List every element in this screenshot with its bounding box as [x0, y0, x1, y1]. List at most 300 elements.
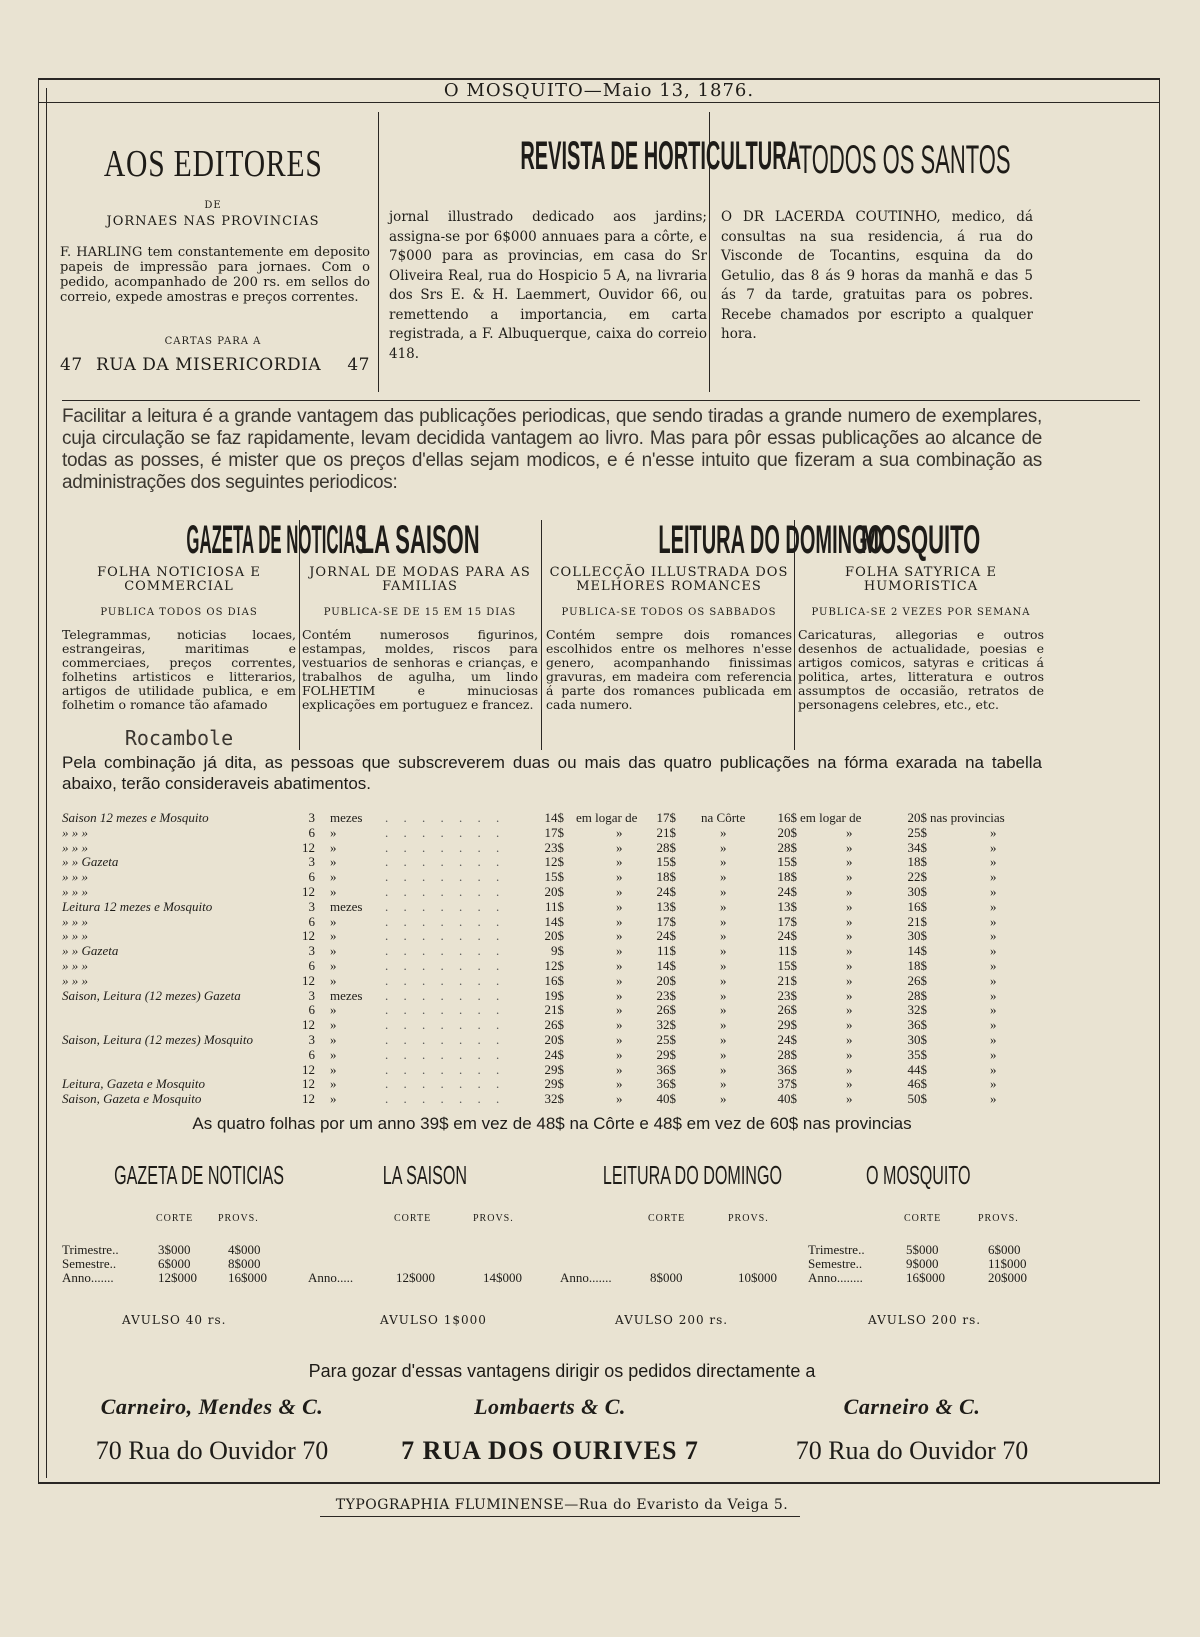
orders-intro: Para gozar d'essas vantagens dirigir os pedidos directamente a [308, 1361, 816, 1381]
ditto-mark: » [720, 884, 727, 899]
combo-prov-original: 36$ [907, 1017, 927, 1033]
combo-corte-original: 17$ [656, 913, 676, 929]
combo-prov-original: 26$ [907, 972, 927, 988]
ditto-mark: » [990, 1017, 997, 1033]
combo-unit: mezes [330, 898, 363, 914]
ditto-mark: » [616, 987, 623, 1003]
dot-leader: . . . . . . . [385, 1017, 506, 1033]
ditto-mark: » [846, 958, 853, 973]
periodical-frequency: PUBLICA TODOS OS DIAS [100, 607, 258, 618]
price-title-wrap [548, 1160, 788, 1191]
footer-rule [320, 1516, 800, 1517]
price-provs: 16$000 [228, 1270, 267, 1285]
combo-corte-price: 11$ [544, 898, 564, 914]
combo-corte-price: 23$ [544, 839, 564, 855]
combo-prov-price: 16$ [777, 810, 797, 825]
combo-prov-original: 34$ [907, 839, 927, 855]
left-inner-border [46, 88, 47, 1478]
provs-header: PROVS. [473, 1213, 514, 1224]
column-divider [541, 520, 542, 750]
ditto-mark: » [720, 1017, 727, 1033]
combo-corte-original: 32$ [656, 1017, 676, 1033]
combo-corte-price: 21$ [544, 1002, 564, 1018]
ditto-mark: » [990, 1091, 997, 1107]
combo-prov-original: 16$ [907, 898, 927, 914]
combo-unit: » [330, 869, 337, 885]
ditto-mark: » [616, 869, 623, 885]
provs-header: PROVS. [218, 1213, 259, 1224]
address-number-right: 47 [347, 355, 370, 375]
periodical-subtitle: JORNAL DE MODAS PARA AS FAMILIAS [309, 565, 531, 594]
ditto-mark: » [616, 913, 623, 929]
ditto-mark: » [720, 943, 727, 959]
combo-prov-original: 46$ [907, 1076, 927, 1092]
ditto-mark: » [846, 1032, 853, 1047]
price-title: GAZETA DE NOTICIAS [114, 1160, 284, 1190]
avulso-price: AVULSO 1$000 [380, 1313, 487, 1327]
em-logar-label: em logar de [576, 810, 638, 825]
combo-corte-price: 14$ [544, 810, 564, 825]
ditto-mark: » [616, 824, 623, 840]
avulso-price: AVULSO 40 rs. [122, 1313, 227, 1327]
price-row-label: Semestre.. [62, 1256, 117, 1271]
periodical-frequency: PUBLICA-SE 2 VEZES POR SEMANA [811, 607, 1031, 618]
periodical-title: GAZETA DE NOTICIAS [186, 518, 367, 562]
combo-corte-price: 20$ [544, 928, 564, 944]
price-corte: 12$000 [396, 1270, 435, 1285]
ditto-mark: » [990, 839, 997, 855]
price-corte: 16$000 [906, 1270, 945, 1285]
ditto-mark: » [720, 913, 727, 929]
periodical-body: Contém sempre dois romances escolhidos entre os melhores n'esse genero, acompanhando finissimas gravuras, em madeira com referencia á parte dos romances publicada em cada numero. [546, 627, 792, 712]
dot-leader: . . . . . . . [385, 1091, 506, 1107]
ditto-mark: » [846, 943, 853, 959]
price-provs: 11$000 [988, 1256, 1027, 1271]
combo-corte-original: 15$ [656, 854, 676, 870]
ditto-mark: » [990, 869, 997, 885]
combo-prov-price: 29$ [777, 1017, 797, 1033]
na-corte-label: na Côrte [701, 810, 746, 825]
dot-leader: . . . . . . . [385, 913, 506, 929]
combo-months: 3 [308, 898, 315, 914]
ditto-mark: » [846, 1002, 853, 1018]
combo-corte-original: 28$ [656, 839, 676, 855]
combo-prov-original: 30$ [907, 884, 927, 899]
combo-label: Saison, Leitura (12 mezes) Mosquito [62, 1032, 254, 1047]
combo-months: 3 [308, 810, 315, 825]
firm-address: 70 Rua do Ouvidor 70 [795, 1436, 1029, 1465]
combo-corte-original: 11$ [656, 943, 676, 959]
intro-paragraph: Facilitar a leitura é a grande vantagem das publicações periodicas, que sendo tiradas a grande numero de exemplares, cuja circulação se faz rapidamente, levam decidida vantagem ao livro. Mas para pôr essas publicações ao alcance de todas as posses, é mister que os preços d'ellas sejam modicos, e é n'esse intuito que fizeram a sua combinação as administrações dos seguintes periodicos: [62, 406, 1042, 493]
ditto-mark: » [846, 824, 853, 840]
editores-de: DE [204, 200, 222, 211]
combo-unit: » [330, 1032, 337, 1047]
ditto-mark: » [720, 854, 727, 870]
ditto-mark: » [990, 898, 997, 914]
combo-prov-original: 30$ [907, 1032, 927, 1047]
combo-prov-price: 36$ [777, 1061, 797, 1077]
ditto-mark: » [846, 913, 853, 929]
periodical-title: LA SAISON [360, 518, 480, 562]
ditto-mark: » [720, 987, 727, 1003]
ditto-mark: » [720, 824, 727, 840]
ditto-mark: » [846, 884, 853, 899]
combo-months: 6 [308, 913, 315, 929]
left-border [38, 78, 39, 1483]
dot-leader: . . . . . . . [385, 943, 506, 959]
ditto-mark: » [990, 987, 997, 1003]
combo-months: 6 [308, 824, 315, 840]
ditto-mark: » [990, 884, 997, 899]
combo-prov-original: 50$ [907, 1091, 927, 1107]
combo-label: Leitura, Gazeta e Mosquito [62, 1076, 205, 1092]
price-title-wrap [62, 1160, 302, 1191]
ditto-mark: » [846, 869, 853, 885]
combo-unit: » [330, 1091, 337, 1107]
four-sheets-offer: As quatro folhas por um anno 39$ em vez de 48$ na Côrte e 48$ em vez de 60$ nas provincias [192, 1114, 912, 1133]
santos-ad [712, 138, 1022, 183]
ditto-mark: » [990, 928, 997, 944]
em-logar-label: em logar de [800, 810, 862, 825]
ditto-mark: » [616, 884, 623, 899]
combo-corte-price: 14$ [544, 913, 564, 929]
ditto-mark: » [846, 1076, 853, 1092]
price-corte: 3$000 [158, 1242, 191, 1257]
ditto-mark: » [990, 958, 997, 973]
combo-unit: » [330, 884, 337, 899]
ditto-mark: » [616, 958, 623, 973]
column-divider [378, 112, 379, 392]
price-provs: 8$000 [228, 1256, 261, 1271]
combo-label: Saison, Gazeta e Mosquito [62, 1091, 202, 1107]
combo-label: Saison, Leitura (12 mezes) Gazeta [62, 987, 241, 1003]
ditto-mark: » [990, 1032, 997, 1047]
header-rule [38, 102, 1160, 103]
price-row-label: Anno........ [808, 1270, 863, 1285]
combo-label: » » » [62, 839, 88, 855]
ditto-mark: » [990, 1046, 997, 1062]
combo-label: » » Gazeta [62, 943, 119, 959]
combo-unit: mezes [330, 810, 363, 825]
ditto-mark: » [846, 987, 853, 1003]
price-row-label: Anno....... [62, 1270, 114, 1285]
combo-label: » » » [62, 972, 88, 988]
page-header: O MOSQUITO—Maio 13, 1876. [443, 80, 755, 101]
combo-corte-original: 17$ [656, 810, 676, 825]
combo-prov-original: 28$ [907, 987, 927, 1003]
ditto-mark: » [990, 824, 997, 840]
periodical-title-wrap [798, 518, 1044, 563]
combo-corte-original: 26$ [656, 1002, 676, 1018]
combo-corte-original: 24$ [656, 928, 676, 944]
firm-name: Carneiro, Mendes & C. [100, 1394, 324, 1419]
price-title: O MOSQUITO [865, 1160, 971, 1190]
ditto-mark: » [720, 1002, 727, 1018]
combo-label: » » » [62, 913, 88, 929]
combo-months: 3 [308, 987, 315, 1003]
combo-corte-price: 32$ [544, 1091, 564, 1107]
combo-corte-original: 29$ [656, 1046, 676, 1062]
ditto-mark: » [616, 1002, 623, 1018]
combo-corte-price: 29$ [544, 1076, 564, 1092]
periodical-body: Caricaturas, allegorias e outros desenhos de actualidade, poesias e artigos comicos, satyras e criticas á politica, artes, litteratura e outros assumptos de occasião, retratos de personagens celebres, etc., etc. [798, 627, 1044, 712]
ditto-mark: » [720, 1076, 727, 1092]
price-row-label: Semestre.. [808, 1256, 863, 1271]
combo-corte-price: 12$ [544, 854, 564, 870]
ditto-mark: » [616, 972, 623, 988]
combo-prov-original: 32$ [907, 1002, 927, 1018]
price-provs: 20$000 [988, 1270, 1027, 1285]
periodical-body: Contém numerosos figurinos, estampas, moldes, riscos para vestuarios de senhoras e crianças, e trabalhos de agulha, um lindo FOLHETIM e minuciosas explicações em portuguez e francez. [302, 627, 538, 712]
combo-corte-price: 20$ [544, 1032, 564, 1047]
corte-header: CORTE [394, 1213, 432, 1224]
periodical-title-wrap [62, 518, 367, 563]
combo-unit: » [330, 972, 337, 988]
ditto-mark: » [990, 1061, 997, 1077]
provs-header: PROVS. [728, 1213, 769, 1224]
combo-prov-price: 21$ [777, 972, 797, 988]
dot-leader: . . . . . . . [385, 1061, 506, 1077]
combo-prov-price: 15$ [777, 854, 797, 870]
combo-label: » » » [62, 824, 88, 840]
periodical-subtitle: FOLHA NOTICIOSA E COMMERCIAL [97, 565, 261, 594]
ditto-mark: » [990, 913, 997, 929]
right-border [1159, 78, 1160, 1483]
dot-leader: . . . . . . . [385, 928, 506, 944]
combo-months: 12 [302, 839, 315, 855]
ditto-mark: » [616, 839, 623, 855]
address-number-left: 47 [60, 355, 83, 375]
combo-corte-original: 13$ [656, 898, 676, 914]
combo-months: 3 [308, 943, 315, 959]
combo-months: 3 [308, 854, 315, 870]
ditto-mark: » [616, 854, 623, 870]
ditto-mark: » [616, 1091, 623, 1107]
ditto-mark: » [990, 1002, 997, 1018]
combo-corte-price: 9$ [551, 943, 564, 959]
combo-corte-price: 29$ [544, 1061, 564, 1077]
combo-prov-price: 24$ [777, 1032, 797, 1047]
dot-leader: . . . . . . . [385, 1032, 506, 1047]
combo-corte-price: 17$ [544, 824, 564, 840]
combo-prov-original: 35$ [907, 1046, 927, 1062]
combo-months: 6 [308, 958, 315, 973]
periodical-body: Telegrammas, noticias locaes, estrangeiras, maritimas e commerciaes, preços correntes, folhetins artisticos e litterarios, artigos de utilidade publica, e em folhetim o romance tão afamado [62, 627, 296, 712]
dot-leader: . . . . . . . [385, 810, 506, 825]
combo-unit: » [330, 1061, 337, 1077]
combo-unit: » [330, 1002, 337, 1018]
combo-label: » » » [62, 958, 88, 973]
editores-ad [58, 142, 368, 186]
dot-leader: . . . . . . . [385, 869, 506, 885]
firm-address: 7 RUA DOS OURIVES 7 [401, 1436, 699, 1465]
price-title: LA SAISON [382, 1160, 468, 1190]
combo-corte-original: 25$ [656, 1032, 676, 1047]
dot-leader: . . . . . . . [385, 884, 506, 899]
firm-name: Lombaerts & C. [474, 1394, 626, 1419]
dot-leader: . . . . . . . [385, 824, 506, 840]
combo-prov-price: 24$ [777, 928, 797, 944]
combo-corte-price: 24$ [544, 1046, 564, 1062]
ditto-mark: » [616, 928, 623, 944]
combo-months: 12 [302, 1091, 315, 1107]
ditto-mark: » [616, 898, 623, 914]
combo-prov-price: 11$ [777, 943, 797, 959]
combo-unit: » [330, 824, 337, 840]
combo-prov-original: 21$ [907, 913, 927, 929]
combo-prov-price: 37$ [777, 1076, 797, 1092]
bottom-rule [38, 1482, 1160, 1484]
combo-label: » » » [62, 884, 88, 899]
price-row-label: Trimestre.. [808, 1242, 865, 1257]
santos-body: O DR LACERDA COUTINHO, medico, dá consultas na sua residencia, á rua do Visconde de Tocantins, esquina da do Getulio, das 8 ás 9 horas da manhã e das 5 ás 7 da tarde, gratuitas para os pobres. Recebe chamados por escripto a qualquer hora. [721, 209, 1033, 342]
ditto-mark: » [616, 1046, 623, 1062]
price-title: LEITURA DO DOMINGO [602, 1160, 783, 1190]
combo-prov-price: 20$ [777, 824, 797, 840]
ditto-mark: » [846, 1017, 853, 1033]
ditto-mark: » [846, 898, 853, 914]
periodical-subtitle: COLLECÇÃO ILLUSTRADA DOS MELHORES ROMANCES [549, 565, 789, 594]
corte-header: CORTE [648, 1213, 686, 1224]
combo-unit: » [330, 928, 337, 944]
ditto-mark: » [720, 928, 727, 944]
ditto-mark: » [846, 1046, 853, 1062]
combo-prov-original: 14$ [907, 943, 927, 959]
ditto-mark: » [990, 972, 997, 988]
editores-cartas: CARTAS PARA A [164, 336, 262, 347]
ditto-mark: » [846, 1091, 853, 1107]
combo-corte-price: 12$ [544, 958, 564, 973]
corte-header: CORTE [904, 1213, 942, 1224]
combo-corte-original: 36$ [656, 1061, 676, 1077]
combo-prov-price: 18$ [777, 869, 797, 885]
combo-corte-original: 23$ [656, 987, 676, 1003]
dot-leader: . . . . . . . [385, 1076, 506, 1092]
price-provs: 10$000 [738, 1270, 777, 1285]
ditto-mark: » [720, 972, 727, 988]
combo-unit: » [330, 913, 337, 929]
combo-months: 12 [302, 972, 315, 988]
combo-corte-price: 26$ [544, 1017, 564, 1033]
ditto-mark: » [616, 943, 623, 959]
combo-months: 6 [308, 1046, 315, 1062]
periodical-title-wrap [302, 518, 538, 563]
dot-leader: . . . . . . . [385, 1046, 506, 1062]
ditto-mark: » [846, 972, 853, 988]
combo-unit: » [330, 958, 337, 973]
price-row-label: Trimestre.. [62, 1242, 119, 1257]
combo-months: 12 [302, 928, 315, 944]
combo-corte-original: 21$ [656, 824, 676, 840]
editores-body: F. HARLING tem constantemente em deposito papeis de impressão para jornaes. Com o pedido, acompanhado de 200 rs. em sellos do correio, expede amostras e preços correntes. [60, 245, 370, 305]
combo-prov-price: 28$ [777, 839, 797, 855]
price-provs: 14$000 [483, 1270, 522, 1285]
combo-prov-original: 30$ [907, 928, 927, 944]
combo-prov-price: 15$ [777, 958, 797, 973]
combo-unit: » [330, 839, 337, 855]
dot-leader: . . . . . . . [385, 1002, 506, 1018]
combo-unit: » [330, 1076, 337, 1092]
combo-prov-original: 18$ [907, 958, 927, 973]
combo-months: 12 [302, 1061, 315, 1077]
combo-prov-price: 26$ [777, 1002, 797, 1018]
periodical-title-wrap [546, 518, 884, 563]
ditto-mark: » [846, 1061, 853, 1077]
dot-leader: . . . . . . . [385, 972, 506, 988]
section-rule [62, 400, 1140, 401]
ditto-mark: » [720, 1061, 727, 1077]
periodical-frequency: PUBLICA-SE DE 15 EM 15 DIAS [323, 607, 517, 618]
combo-label: » » » [62, 928, 88, 944]
combo-corte-original: 18$ [656, 869, 676, 885]
combo-months: 6 [308, 1002, 315, 1018]
firm-name: Carneiro & C. [843, 1394, 981, 1419]
price-row-label: Anno..... [308, 1270, 354, 1285]
ditto-mark: » [720, 958, 727, 973]
combo-prov-price: 13$ [777, 898, 797, 914]
price-title-wrap [808, 1160, 1028, 1191]
combo-unit: » [330, 854, 337, 870]
combo-prov-original: 44$ [907, 1061, 927, 1077]
ditto-mark: » [846, 839, 853, 855]
combo-unit: » [330, 943, 337, 959]
periodical-subtitle: FOLHA SATYRICA E HUMORISTICA [845, 565, 997, 594]
horticultura-ad [380, 134, 802, 179]
corte-header: CORTE [156, 1213, 194, 1224]
combo-intro: Pela combinação já dita, as pessoas que subscreverem duas ou mais das quatro publicações na fórma exarada na tabella abaixo, terão consideraveis abatimentos. [62, 753, 1042, 793]
dot-leader: . . . . . . . [385, 854, 506, 870]
price-corte: 8$000 [650, 1270, 683, 1285]
combo-prov-price: 40$ [777, 1091, 797, 1107]
combo-unit: mezes [330, 987, 363, 1003]
editores-address [60, 355, 370, 375]
combo-corte-original: 24$ [656, 884, 676, 899]
ditto-mark: » [720, 869, 727, 885]
price-row-label: Anno....... [560, 1270, 612, 1285]
combo-label: Saison 12 mezes e Mosquito [62, 810, 209, 825]
combo-months: 6 [308, 869, 315, 885]
ditto-mark: » [616, 1032, 623, 1047]
price-corte: 6$000 [158, 1256, 191, 1271]
address-street: RUA DA MISERICORDIA [96, 355, 322, 375]
combo-prov-price: 28$ [777, 1046, 797, 1062]
horticultura-body: jornal illustrado dedicado aos jardins; assigna-se por 6$000 annuaes para a côrte, e 7$000 para as provincias, em casa do Sr Oliveira Real, rua do Hospicio 5 A, na livraria dos Srs E. & H. Laemmert, Ouvidor 66, ou remettendo a importancia, em carta registrada, a F. Albuquerque, caixa do correio 418. [389, 209, 707, 362]
ditto-mark: » [720, 1091, 727, 1107]
dot-leader: . . . . . . . [385, 987, 506, 1003]
ditto-mark: » [720, 1032, 727, 1047]
combo-corte-price: 16$ [544, 972, 564, 988]
ditto-mark: » [616, 1061, 623, 1077]
combo-prov-original: 20$ [907, 810, 927, 825]
combo-corte-price: 15$ [544, 869, 564, 885]
avulso-price: AVULSO 200 rs. [868, 1313, 982, 1327]
ditto-mark: » [720, 839, 727, 855]
dot-leader: . . . . . . . [385, 898, 506, 914]
price-corte: 12$000 [158, 1270, 197, 1285]
periodical-extra: Rocambole [124, 726, 234, 750]
ditto-mark: » [616, 1017, 623, 1033]
combo-label: » » » [62, 869, 88, 885]
ditto-mark: » [990, 943, 997, 959]
combo-prov-price: 23$ [777, 987, 797, 1003]
combo-corte-original: 14$ [656, 958, 676, 973]
price-corte: 9$000 [906, 1256, 939, 1271]
price-provs: 4$000 [228, 1242, 261, 1257]
combo-prov-original: 22$ [907, 869, 927, 885]
combo-prov-price: 17$ [777, 913, 797, 929]
combo-corte-original: 40$ [656, 1091, 676, 1107]
footer-imprint: TYPOGRAPHIA FLUMINENSE—Rua do Evaristo da Veiga 5. [335, 1497, 789, 1513]
